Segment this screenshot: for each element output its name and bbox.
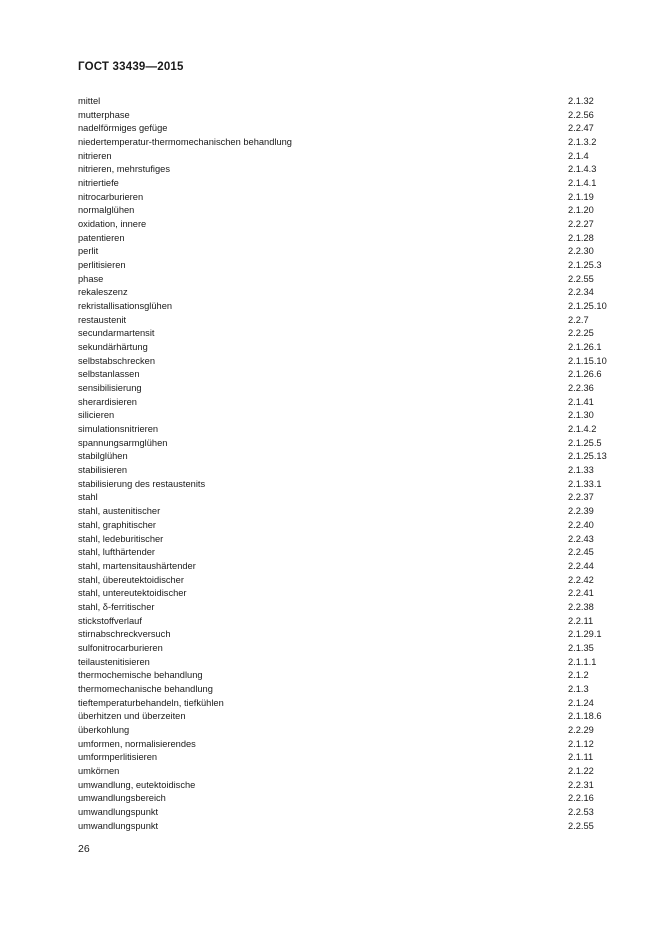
index-entry — [78, 136, 608, 150]
index-entry — [78, 724, 608, 738]
index-reference: 2.1.3 — [568, 683, 589, 694]
index-term: phase — [78, 273, 104, 284]
index-entry — [78, 738, 608, 752]
index-entry — [78, 409, 608, 423]
index-entry — [78, 232, 608, 246]
index-reference: 2.1.35 — [568, 642, 594, 653]
index-reference: 2.1.22 — [568, 765, 594, 776]
index-entry — [78, 560, 608, 574]
index-term: stahl, untereutektoidischer — [78, 588, 187, 599]
index-entry — [78, 437, 608, 451]
index-reference: 2.2.16 — [568, 793, 594, 804]
index-term: nitrocarburieren — [78, 191, 144, 202]
index-reference: 2.2.55 — [568, 273, 594, 284]
index-term: umwandlungspunkt — [78, 820, 159, 831]
index-entry — [78, 710, 608, 724]
index-reference: 2.1.20 — [568, 205, 594, 216]
index-term: umkörnen — [78, 765, 120, 776]
index-term: perlitisieren — [78, 260, 126, 271]
index-entry — [78, 587, 608, 601]
index-entry — [78, 656, 608, 670]
index-reference: 2.2.42 — [568, 574, 594, 585]
index-reference: 2.1.26.6 — [568, 369, 602, 380]
index-reference: 2.1.15.10 — [568, 355, 607, 366]
index-term: sekundärhärtung — [78, 342, 148, 353]
index-entry — [78, 546, 608, 560]
index-reference: 2.1.4 — [568, 150, 589, 161]
index-term: stahl, austenitischer — [78, 506, 161, 517]
index-term: überkohlung — [78, 724, 130, 735]
index-term: nitriertiefe — [78, 178, 119, 189]
document-header: ГОСТ 33439—2015 — [78, 61, 184, 73]
index-term: mutterphase — [78, 109, 130, 120]
page-number: 26 — [78, 843, 90, 855]
index-term: umwandlung, eutektoidische — [78, 779, 196, 790]
index-entry — [78, 450, 608, 464]
index-reference: 2.2.30 — [568, 246, 594, 257]
index-term: stahl — [78, 492, 98, 503]
index-term: stahl, übereutektoidischer — [78, 574, 184, 585]
index-reference: 2.1.12 — [568, 738, 594, 749]
index-entry — [78, 533, 608, 547]
index-reference: 2.2.56 — [568, 109, 594, 120]
index-term: sensibilisierung — [78, 383, 142, 394]
index-reference: 2.2.37 — [568, 492, 594, 503]
index-term: oxidation, innere — [78, 219, 147, 230]
index-entry — [78, 505, 608, 519]
index-term: secundarmartensit — [78, 328, 155, 339]
index-entry — [78, 327, 608, 341]
index-term: stahl, δ-ferritischer — [78, 601, 155, 612]
index-entry — [78, 697, 608, 711]
index-reference: 2.1.1.1 — [568, 656, 597, 667]
index-entry — [78, 109, 608, 123]
index-entry — [78, 601, 608, 615]
index-reference: 2.1.33 — [568, 465, 594, 476]
index-entry — [78, 464, 608, 478]
index-entry — [78, 396, 608, 410]
index-entry — [78, 259, 608, 273]
index-reference: 2.1.24 — [568, 697, 594, 708]
index-term: simulationsnitrieren — [78, 424, 159, 435]
index-entry — [78, 286, 608, 300]
index-reference: 2.1.28 — [568, 232, 594, 243]
index-term: stahl, ledeburitischer — [78, 533, 164, 544]
index-term: normalglühen — [78, 205, 135, 216]
index-reference: 2.2.45 — [568, 547, 594, 558]
index-entry — [78, 491, 608, 505]
index-term: rekristallisationsglühen — [78, 301, 173, 312]
index-term: rekaleszenz — [78, 287, 128, 298]
index-term: mittel — [78, 96, 101, 106]
index-entry — [78, 355, 608, 369]
index-reference: 2.2.25 — [568, 328, 594, 339]
index-entry — [78, 642, 608, 656]
index-term: überhitzen und überzeiten — [78, 711, 186, 722]
index-term: stahl, lufthärtender — [78, 547, 156, 558]
index-reference: 2.2.39 — [568, 506, 594, 517]
index-entry — [78, 163, 608, 177]
index-reference: 2.1.4.2 — [568, 424, 597, 435]
index-entry — [78, 314, 608, 328]
index-reference: 2.1.4.1 — [568, 178, 597, 189]
index-entry — [78, 245, 608, 259]
index-reference: 2.2.53 — [568, 806, 594, 817]
index-reference: 2.1.33.1 — [568, 478, 602, 489]
index-entry — [78, 628, 608, 642]
index-entry — [78, 150, 608, 164]
index-entry — [78, 341, 608, 355]
index-entry — [78, 382, 608, 396]
index-reference: 2.1.19 — [568, 191, 594, 202]
index-term: perlit — [78, 246, 99, 257]
index-term: selbstanlassen — [78, 369, 140, 380]
index-entry — [78, 792, 608, 806]
index-term: thermochemische behandlung — [78, 670, 203, 681]
index-reference: 2.1.3.2 — [568, 137, 597, 148]
index-reference: 2.1.2 — [568, 670, 589, 681]
index-entry — [78, 669, 608, 683]
index-reference: 2.1.30 — [568, 410, 594, 421]
index-entry — [78, 368, 608, 382]
index-term: stabilisierung des restaustenits — [78, 478, 206, 489]
index-reference: 2.1.25.13 — [568, 451, 607, 462]
index-term: umwandlungsbereich — [78, 793, 166, 804]
index-term: nitrieren — [78, 150, 112, 161]
index-reference: 2.2.43 — [568, 533, 594, 544]
index-reference: 2.1.25.3 — [568, 260, 602, 271]
index-reference: 2.1.32 — [568, 96, 594, 106]
index-term: stickstoffverlauf — [78, 615, 142, 626]
index-entry — [78, 820, 608, 834]
index-reference: 2.1.4.3 — [568, 164, 597, 175]
index-entry — [78, 273, 608, 287]
index-term: umformen, normalisierendes — [78, 738, 196, 749]
index-reference: 2.2.44 — [568, 560, 594, 571]
index-entry — [78, 191, 608, 205]
index-entry — [78, 204, 608, 218]
index-reference: 2.2.34 — [568, 287, 594, 298]
index-reference: 2.1.41 — [568, 396, 594, 407]
index-entry — [78, 95, 608, 109]
index-reference: 2.2.31 — [568, 779, 594, 790]
index-reference: 2.1.26.1 — [568, 342, 602, 353]
index-term: stahl, graphitischer — [78, 519, 157, 530]
index-reference: 2.1.25.10 — [568, 301, 607, 312]
index-entry — [78, 177, 608, 191]
index-term: teilaustenitisieren — [78, 656, 150, 667]
index-reference: 2.1.11 — [568, 752, 594, 763]
index-term: stabilisieren — [78, 465, 128, 476]
index-reference: 2.2.41 — [568, 588, 594, 599]
index-reference: 2.2.29 — [568, 724, 594, 735]
index-entry — [78, 779, 608, 793]
index-entry — [78, 519, 608, 533]
index-entry — [78, 218, 608, 232]
index-term: spannungsarmglühen — [78, 437, 168, 448]
index-term: stirnabschreckversuch — [78, 629, 171, 640]
index-term: umwandlungspunkt — [78, 806, 159, 817]
index-term: sherardisieren — [78, 396, 137, 407]
index-reference: 2.2.47 — [568, 123, 594, 134]
index-reference: 2.2.36 — [568, 383, 594, 394]
index-reference: 2.2.40 — [568, 519, 594, 530]
index-term: umformperlitisieren — [78, 752, 158, 763]
index-term: patentieren — [78, 232, 125, 243]
index-reference: 2.1.25.5 — [568, 437, 602, 448]
index-term: silicieren — [78, 410, 115, 421]
index-reference: 2.2.7 — [568, 314, 589, 325]
index-reference: 2.1.29.1 — [568, 629, 602, 640]
index-term: niedertemperatur-thermomechanischen behandlung — [78, 137, 292, 148]
term-index-list — [78, 95, 608, 833]
index-entry — [78, 751, 608, 765]
index-reference: 2.2.27 — [568, 219, 594, 230]
index-entry — [78, 806, 608, 820]
index-reference: 2.2.11 — [568, 615, 594, 626]
index-reference: 2.1.18.6 — [568, 711, 602, 722]
index-reference: 2.2.55 — [568, 820, 594, 831]
index-entry — [78, 478, 608, 492]
index-term: nadelförmiges gefüge — [78, 123, 168, 134]
index-term: nitrieren, mehrstufiges — [78, 164, 170, 175]
index-term: tieftemperaturbehandeln, tiefkühlen — [78, 697, 224, 708]
index-entry — [78, 574, 608, 588]
index-entry — [78, 765, 608, 779]
index-term: sulfonitrocarburieren — [78, 642, 163, 653]
index-entry — [78, 423, 608, 437]
index-entry — [78, 122, 608, 136]
index-term: thermomechanische behandlung — [78, 683, 213, 694]
index-term: selbstabschrecken — [78, 355, 155, 366]
index-reference: 2.2.38 — [568, 601, 594, 612]
index-term: restaustenit — [78, 314, 127, 325]
index-entry — [78, 300, 608, 314]
index-entry — [78, 615, 608, 629]
index-entry — [78, 683, 608, 697]
index-term: stahl, martensitaushärtender — [78, 560, 196, 571]
index-term: stabilglühen — [78, 451, 128, 462]
